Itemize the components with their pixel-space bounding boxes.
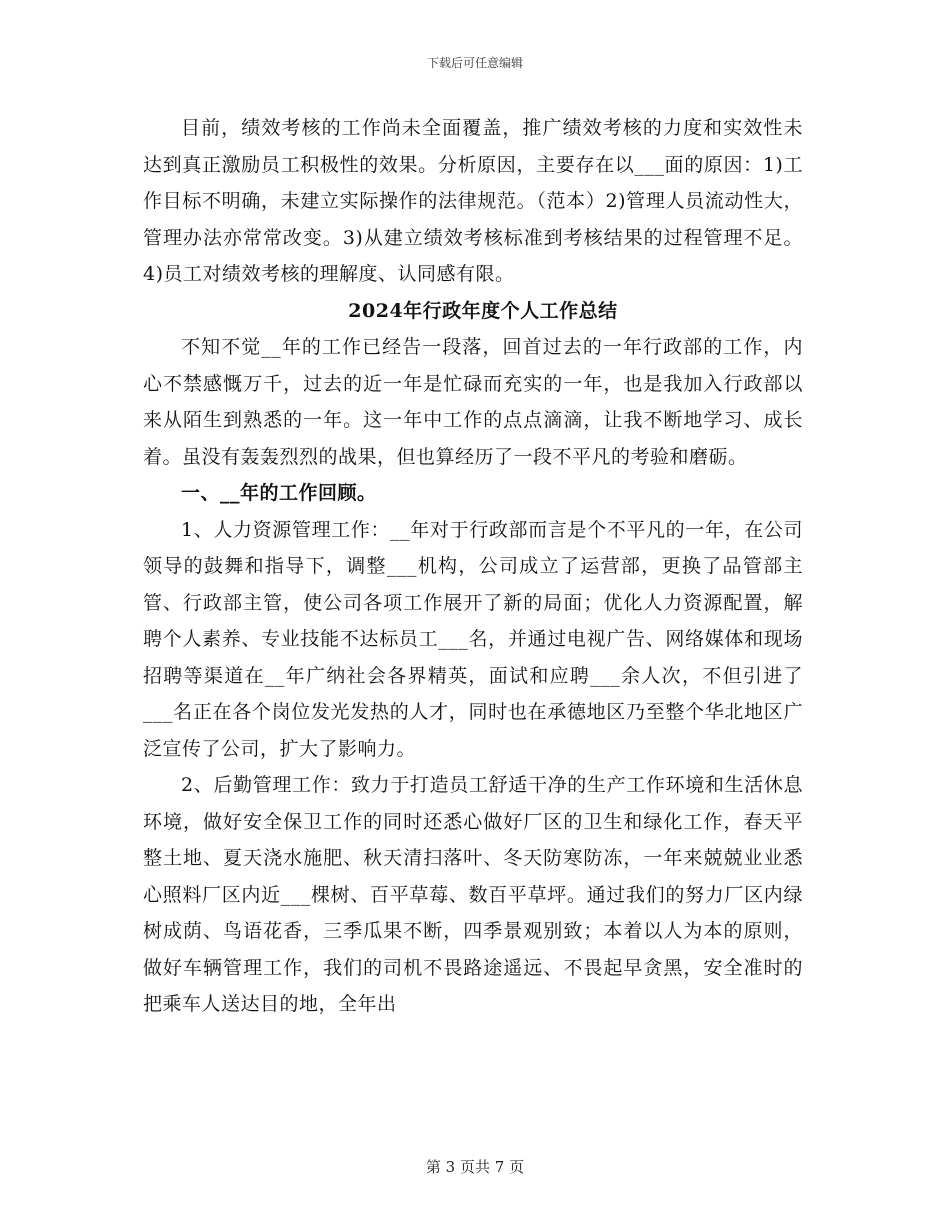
document-title: 2024年行政年度个人工作总结 [348, 299, 618, 322]
document-body [143, 110, 803, 1023]
item-hr-management: 1、人力资源管理工作：__年对于行政部而言是个不平凡的一年，在公司领导的鼓舞和指导下，调整___机构，公司成立了运营部，更换了品管部主管、行政部主管，使公司各项工作展开了新的局面；优化人力资源配置，解聘个人素养、专业技能不达标员工___名，并通过电视广告、网络媒体和现场招聘等渠道在__年广纳社会各界精英，面试和应聘___余人次，不但引进了___名正在各个岗位发光发热的人才，同时也在承德地区乃至整个华北地区广泛宣传了公司，扩大了影响力。 [143, 518, 803, 760]
page-header-note: 下载后可任意编辑 [426, 56, 523, 70]
page-number: 第 3 页共 7 页 [425, 1158, 525, 1176]
item-logistics-management: 2、后勤管理工作：致力于打造员工舒适干净的生产工作环境和生活休息环境，做好安全保卫工作的同时还悉心做好厂区的卫生和绿化工作，春天平整土地、夏天浇水施肥、秋天清扫落叶、冬天防寒防冻，一年来兢兢业业悉心照料厂区内近___棵树、百平草莓、数百平草坪。通过我们的努力厂区内绿树成荫、鸟语花香，三季瓜果不断，四季景观别致；本着以人为本的原则，做好车辆管理工作，我们的司机不畏路途遥远、不畏起早贪黑，安全准时的把乘车人送达目的地，全年出 [143, 774, 803, 1015]
section-heading-review: 一、__年的工作回顾。 [181, 482, 377, 504]
paragraph-opening: 不知不觉__年的工作已经告一段落，回首过去的一年行政部的工作，内心不禁感慨万千，过去的近一年是忙碌而充实的一年，也是我加入行政部以来从陌生到熟悉的一年。这一年中工作的点点滴滴，让我不断地学习、成长着。虽没有轰轰烈烈的战果，但也算经历了一段不平凡的考验和磨砺。 [143, 336, 803, 468]
intro-paragraph: 目前，绩效考核的工作尚未全面覆盖，推广绩效考核的力度和实效性未达到真正激励员工积极性的效果。分析原因，主要存在以___面的原因：1)工作目标不明确，未建立实际操作的法律规范。（范本）2)管理人员流动性大，管理办法亦常常改变。3)从建立绩效考核标准到考核结果的过程管理不足。4)员工对绩效考核的理解度、认同感有限。 [143, 117, 803, 285]
